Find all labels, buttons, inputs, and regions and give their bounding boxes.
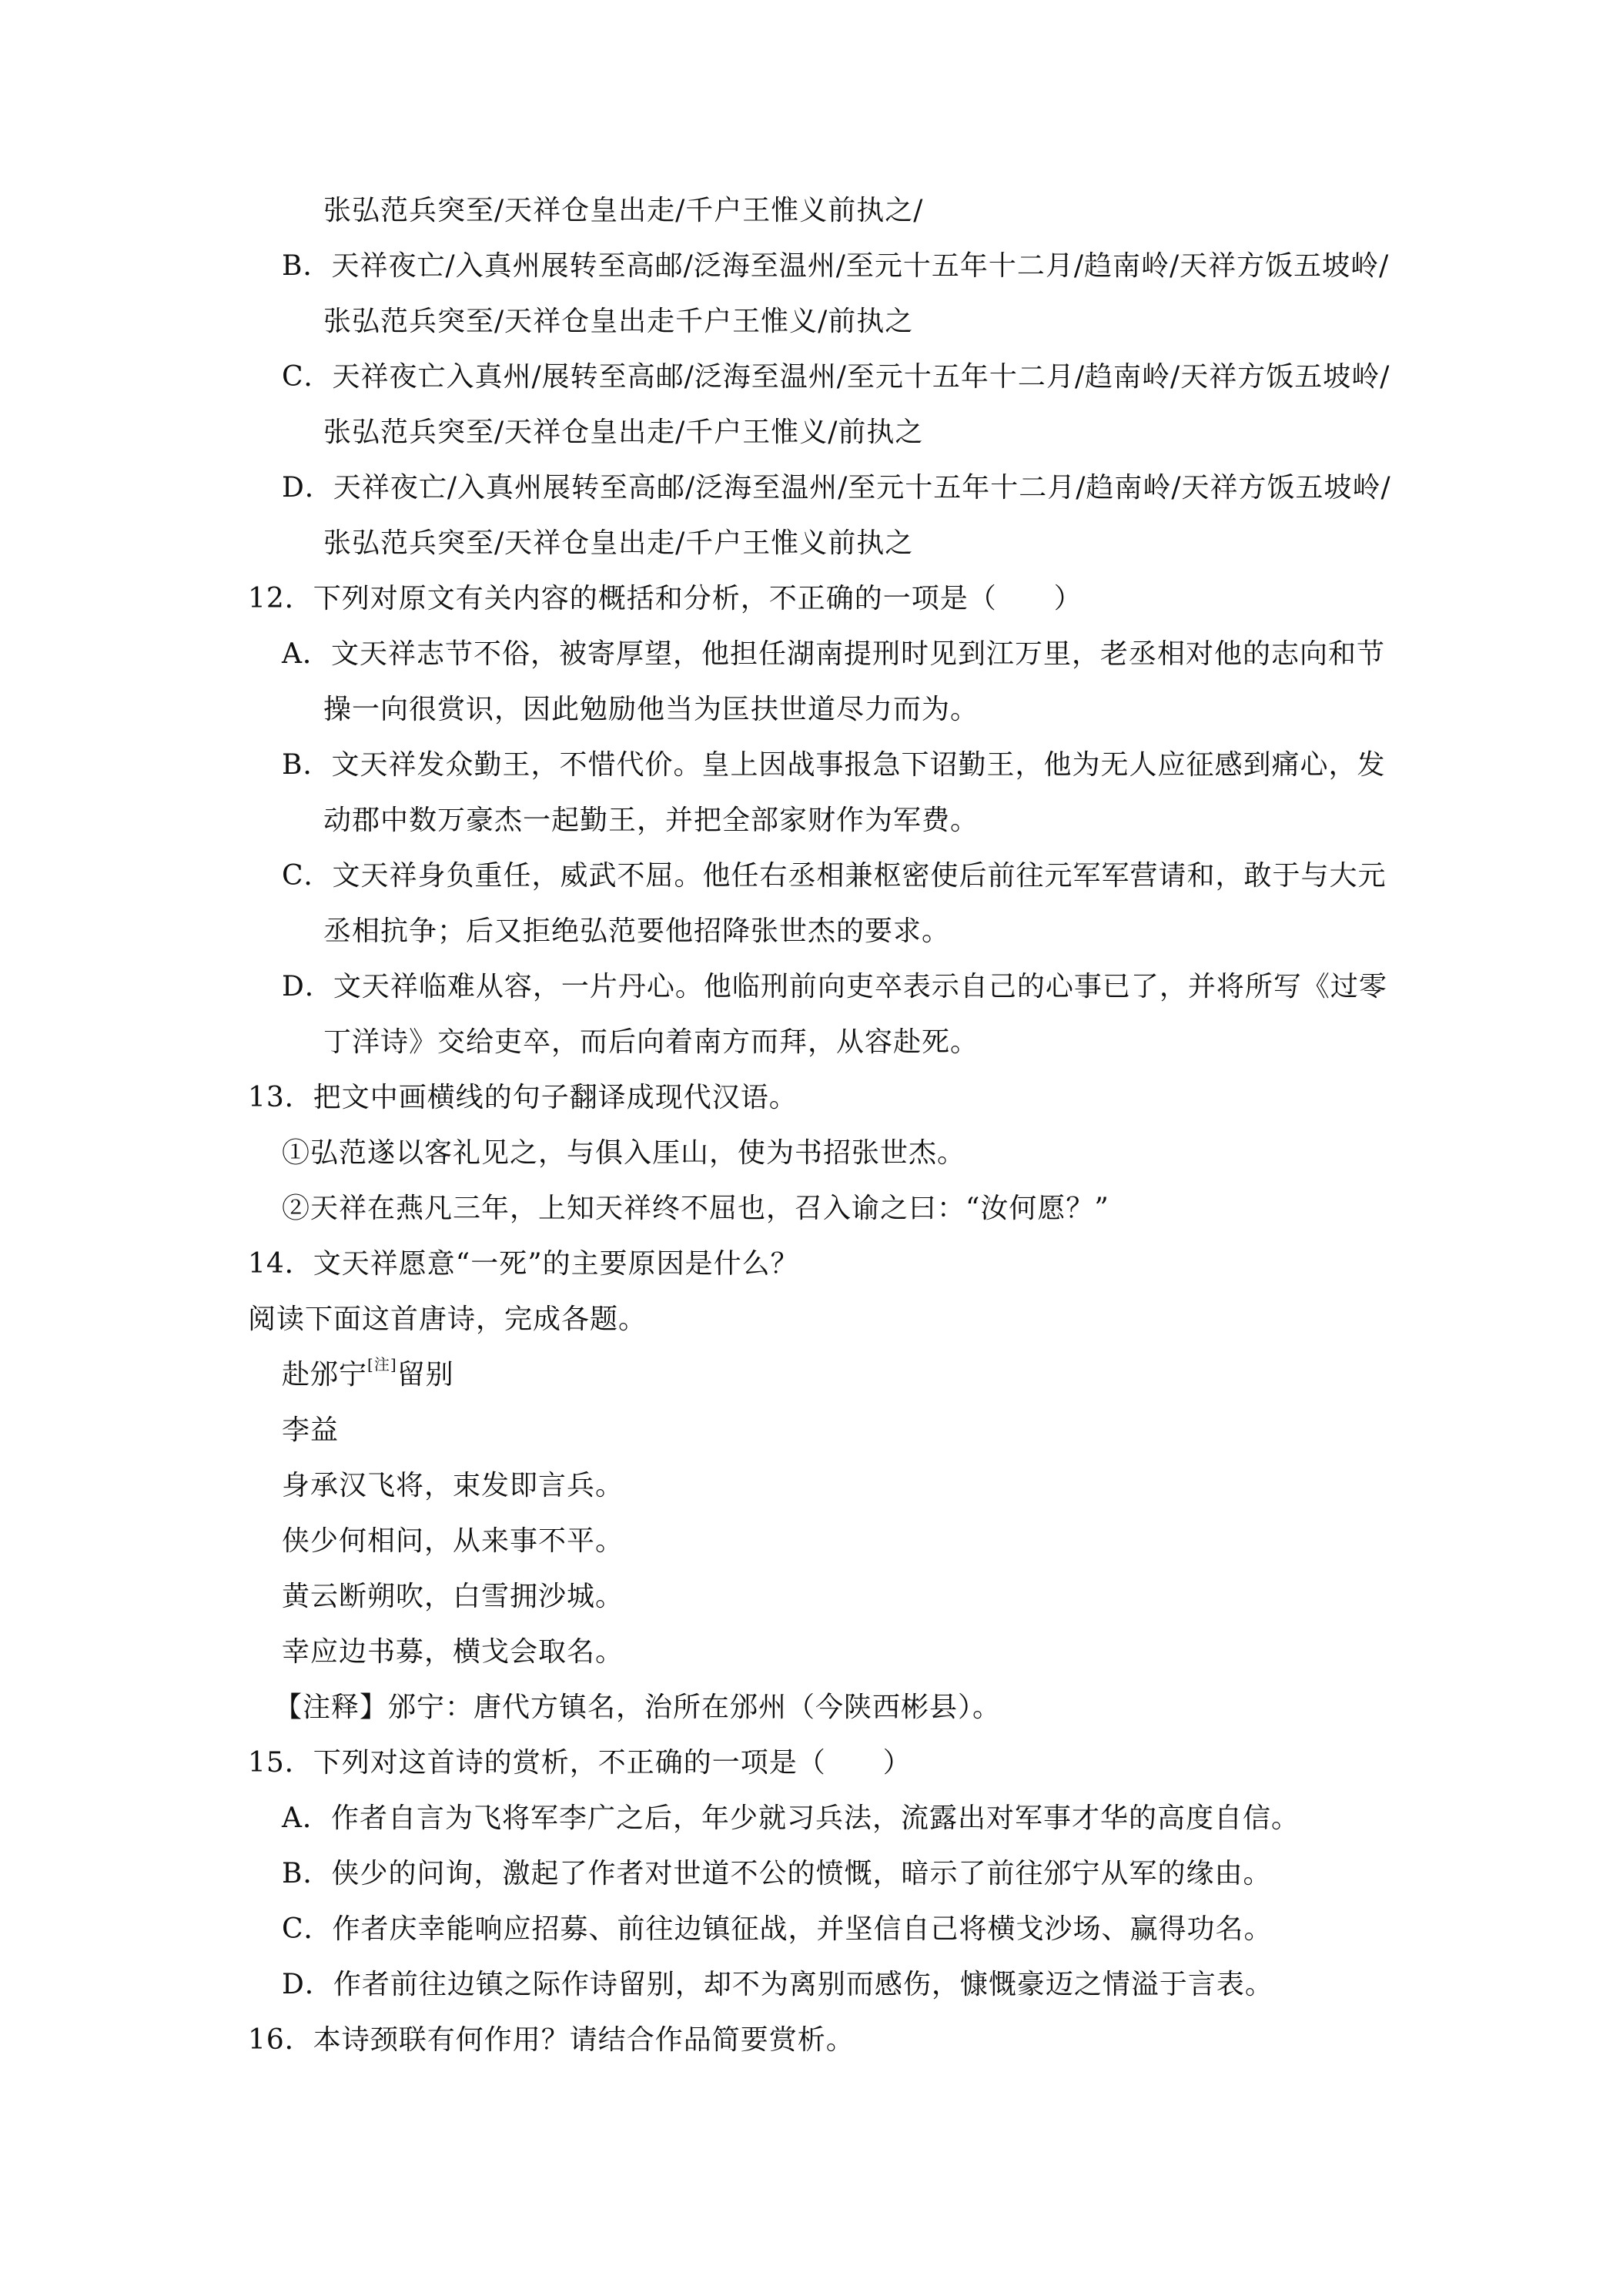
q12-option-b: B．文天祥发众勤王，不惜代价。皇上因战事报急下诏勤王，他为无人应征感到痛心，发 <box>282 749 1386 781</box>
q16-stem: 16．本诗颈联有何作用？请结合作品简要赏析。 <box>248 2024 855 2056</box>
poem-line-1: 身承汉飞将，束发即言兵。 <box>282 1470 624 1501</box>
q11-option-c: C．天祥夜亡入真州/展转至高邮/泛海至温州/至元十五年十二月/趋南岭/天祥方饭五坡岭/ <box>282 361 1390 393</box>
poem-section-intro: 阅读下面这首唐诗，完成各题。 <box>248 1304 648 1335</box>
q13-stem: 13．把文中画横线的句子翻译成现代汉语。 <box>248 1082 798 1113</box>
q12-option-d-continuation: 丁洋诗》交给吏卒，而后向着南方而拜，从容赴死。 <box>323 1026 979 1058</box>
q11-option-a-continuation: 张弘范兵突至/天祥仓皇出走/千户王惟义前执之/ <box>323 195 924 226</box>
poem-annotation: 【注释】邠宁：唐代方镇名，治所在邠州（今陕西彬县）。 <box>274 1692 1002 1723</box>
q14-stem: 14．文天祥愿意“一死”的主要原因是什么？ <box>248 1248 799 1280</box>
q11-option-c-continuation: 张弘范兵突至/天祥仓皇出走/千户王惟义/前执之 <box>323 417 924 448</box>
q13-sentence-1: ①弘范遂以客礼见之，与俱入厓山，使为书招张世杰。 <box>282 1137 966 1169</box>
q11-option-b: B．天祥夜亡/入真州展转至高邮/泛海至温州/至元十五年十二月/趋南岭/天祥方饭五坡岭/ <box>282 250 1390 282</box>
q12-stem: 12．下列对原文有关内容的概括和分析，不正确的一项是（ ） <box>248 583 1083 614</box>
poem-line-3: 黄云断朔吹，白雪拥沙城。 <box>282 1581 624 1612</box>
q15-option-d: D．作者前往边镇之际作诗留别，却不为离别而感伤，慷慨豪迈之情溢于言表。 <box>282 1969 1273 2000</box>
q11-option-b-continuation: 张弘范兵突至/天祥仓皇出走千户王惟义/前执之 <box>323 306 914 337</box>
poem-note-marker: [注] <box>367 1355 397 1374</box>
poem-line-2: 侠少何相问，从来事不平。 <box>282 1525 624 1557</box>
q12-option-d: D．文天祥临难从容，一片丹心。他临刑前向吏卒表示自己的心事已了，并将所写《过零 <box>282 971 1387 1002</box>
q12-option-a-continuation: 操一向很赏识，因此勉励他当为匡扶世道尽力而为。 <box>323 694 979 725</box>
q12-option-c-continuation: 丞相抗争；后又拒绝弘范要他招降张世杰的要求。 <box>323 915 951 947</box>
poem-title <box>282 1357 454 1394</box>
poem-line-4: 幸应边书募，横戈会取名。 <box>282 1636 624 1668</box>
q13-sentence-2: ②天祥在燕凡三年，上知天祥终不屈也，召入谕之曰：“汝何愿？” <box>282 1193 1109 1224</box>
q11-option-d: D．天祥夜亡/入真州展转至高邮/泛海至温州/至元十五年十二月/趋南岭/天祥方饭五坡岭/ <box>282 472 1391 504</box>
q15-option-a: A．作者自言为飞将军李广之后，年少就习兵法，流露出对军事才华的高度自信。 <box>282 1802 1300 1834</box>
q15-option-c: C．作者庆幸能响应招募、前往边镇征战，并坚信自己将横戈沙场、赢得功名。 <box>282 1913 1273 1945</box>
q15-stem: 15．下列对这首诗的赏析，不正确的一项是（ ） <box>248 1747 912 1779</box>
poem-author: 李益 <box>282 1414 340 1446</box>
q12-option-a: A．文天祥志节不俗，被寄厚望，他担任湖南提刑时见到江万里，老丞相对他的志向和节 <box>282 638 1385 670</box>
poem-title-text: 赴邠宁 <box>282 1359 368 1391</box>
q12-option-c: C．文天祥身负重任，威武不屈。他任右丞相兼枢密使后前往元军军营请和，敢于与大元 <box>282 860 1387 892</box>
q12-option-b-continuation: 动郡中数万豪杰一起勤王，并把全部家财作为军费。 <box>323 805 979 836</box>
q15-option-b: B．侠少的问询，激起了作者对世道不公的愤慨，暗示了前往邠宁从军的缘由。 <box>282 1858 1272 1889</box>
q11-option-d-continuation: 张弘范兵突至/天祥仓皇出走/千户王惟义前执之 <box>323 527 914 559</box>
poem-title-tail: 留别 <box>397 1359 454 1391</box>
